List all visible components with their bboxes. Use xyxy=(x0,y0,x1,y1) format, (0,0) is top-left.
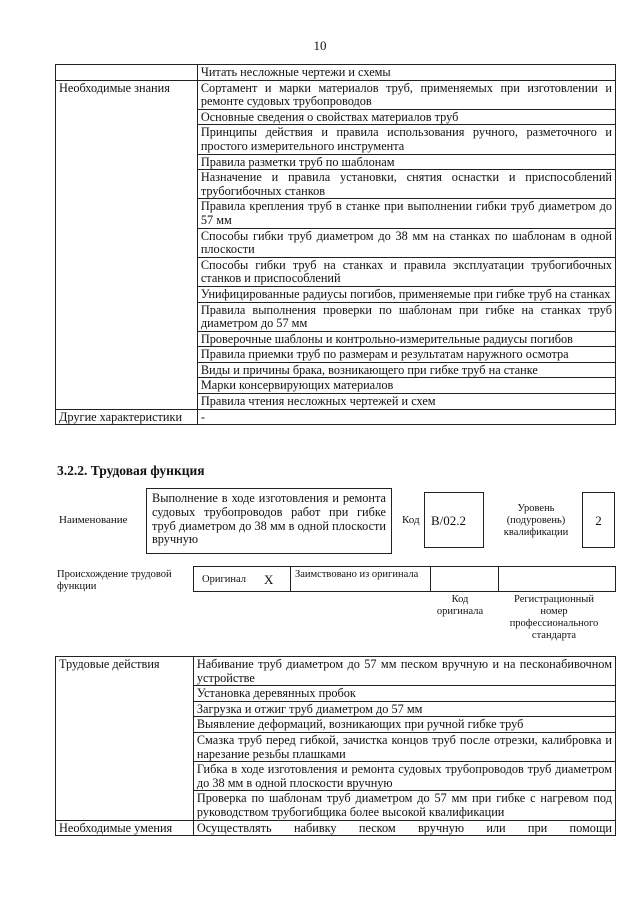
actions-table xyxy=(55,656,616,836)
knowledge-item: Способы гибки труб на станках и правила эксплуатации трубогибочных станков и приспособлений xyxy=(197,257,615,286)
knowledge-item: Сортамент и марки материалов труб, применяемых при изготовлении и ремонте судовых трубопроводов xyxy=(197,80,615,109)
original-mark: X xyxy=(264,572,274,587)
action-item: Набивание труб диаметром до 57 мм песком вручную и на песконабивочном устройстве xyxy=(193,657,615,686)
original-label: Оригинал xyxy=(202,574,246,585)
knowledge-item: Правила крепления труб в станке при выполнении гибки труб диаметром до 57 мм xyxy=(197,199,615,228)
knowledge-item: Унифицированные радиусы погибов, применяемые при гибке труб на станках xyxy=(197,286,615,302)
table-row xyxy=(56,409,616,425)
origin-label: Происхождение трудовой функции xyxy=(57,569,172,592)
table-row xyxy=(56,80,616,109)
code-label: Код xyxy=(402,514,420,526)
code-value: B/02.2 xyxy=(431,513,467,528)
table-row xyxy=(56,657,616,686)
section-heading: 3.2.2. Трудовая функция xyxy=(57,463,205,478)
action-item: Выявление деформаций, возникающих при ручной гибке труб xyxy=(193,717,615,733)
origin-divider-1 xyxy=(290,567,291,591)
action-item: Гибка в ходе изготовления и ремонта судовых трубопроводов труб диаметром до 38 мм в одной плоскости вручную xyxy=(193,762,615,791)
knowledge-item: Правила приемки труб по размерам и результатам наружного осмотра xyxy=(197,347,615,363)
function-name: Выполнение в ходе изготовления и ремонта судовых трубопроводов работ при гибке труб диаметром до 38 мм в одной плоскости вручную xyxy=(152,491,386,547)
empty-cell xyxy=(56,65,198,81)
knowledge-item: Виды и причины брака, возникающего при гибке труб на станке xyxy=(197,362,615,378)
knowledge-item: Проверочные шаблоны и контрольно-измерительные радиусы погибов xyxy=(197,331,615,347)
knowledge-item: Марки консервирующих материалов xyxy=(197,378,615,394)
knowledge-item: Назначение и правила установки, снятия оснастки и приспособлений трубогибочных станков xyxy=(197,170,615,199)
actions-label: Трудовые действия xyxy=(56,657,194,821)
origin-divider-2 xyxy=(430,567,431,591)
level-box xyxy=(582,492,615,548)
code-box xyxy=(424,492,484,548)
knowledge-item: Основные сведения о свойствах материалов труб xyxy=(197,109,615,125)
origin-row xyxy=(193,566,616,592)
skill-item: Читать несложные чертежи и схемы xyxy=(197,65,615,81)
origin-divider-3 xyxy=(498,567,499,591)
function-name-box xyxy=(146,488,392,554)
action-item: Установка деревянных пробок xyxy=(193,686,615,702)
table-row xyxy=(56,820,616,836)
other-label: Другие характеристики xyxy=(56,409,198,425)
knowledge-table xyxy=(55,64,616,425)
knowledge-item: Принципы действия и правила использования ручного, разметочного и простого измерительного инструмента xyxy=(197,125,615,154)
level-label: Уровень (подуровень) квалификации xyxy=(503,503,569,538)
action-item: Проверка по шаблонам труб диаметром до 57 мм при гибке с нагревом под руководством трубогибщика более высокой квалификации xyxy=(193,791,615,820)
table-row xyxy=(56,65,616,81)
other-value: - xyxy=(197,409,615,425)
knowledge-label: Необходимые знания xyxy=(56,80,198,409)
action-item: Смазка труб перед гибкой, зачистка концов труб после отрезки, калибровка и нарезание резьбы плашками xyxy=(193,732,615,761)
knowledge-item: Способы гибки труб диаметром до 38 мм на станках по шаблонам в одной плоскости xyxy=(197,228,615,257)
knowledge-item: Правила чтения несложных чертежей и схем xyxy=(197,394,615,410)
action-item: Загрузка и отжиг труб диаметром до 57 мм xyxy=(193,701,615,717)
borrowed-label: Заимствовано из оригинала xyxy=(295,569,419,580)
reg-caption: Регистрационный номер профессионального стандарта xyxy=(509,594,599,641)
level-value: 2 xyxy=(595,513,602,528)
skills-label: Необходимые умения xyxy=(56,820,194,836)
name-label: Наименование xyxy=(59,514,128,526)
knowledge-item: Правила разметки труб по шаблонам xyxy=(197,154,615,170)
code-caption: Код оригинала xyxy=(436,594,484,617)
skill-item: Осуществлять набивку песком вручную или при помощи xyxy=(193,820,615,836)
knowledge-item: Правила выполнения проверки по шаблонам при гибке на станках труб диаметром до 57 мм xyxy=(197,302,615,331)
page-number: 10 xyxy=(313,38,327,53)
